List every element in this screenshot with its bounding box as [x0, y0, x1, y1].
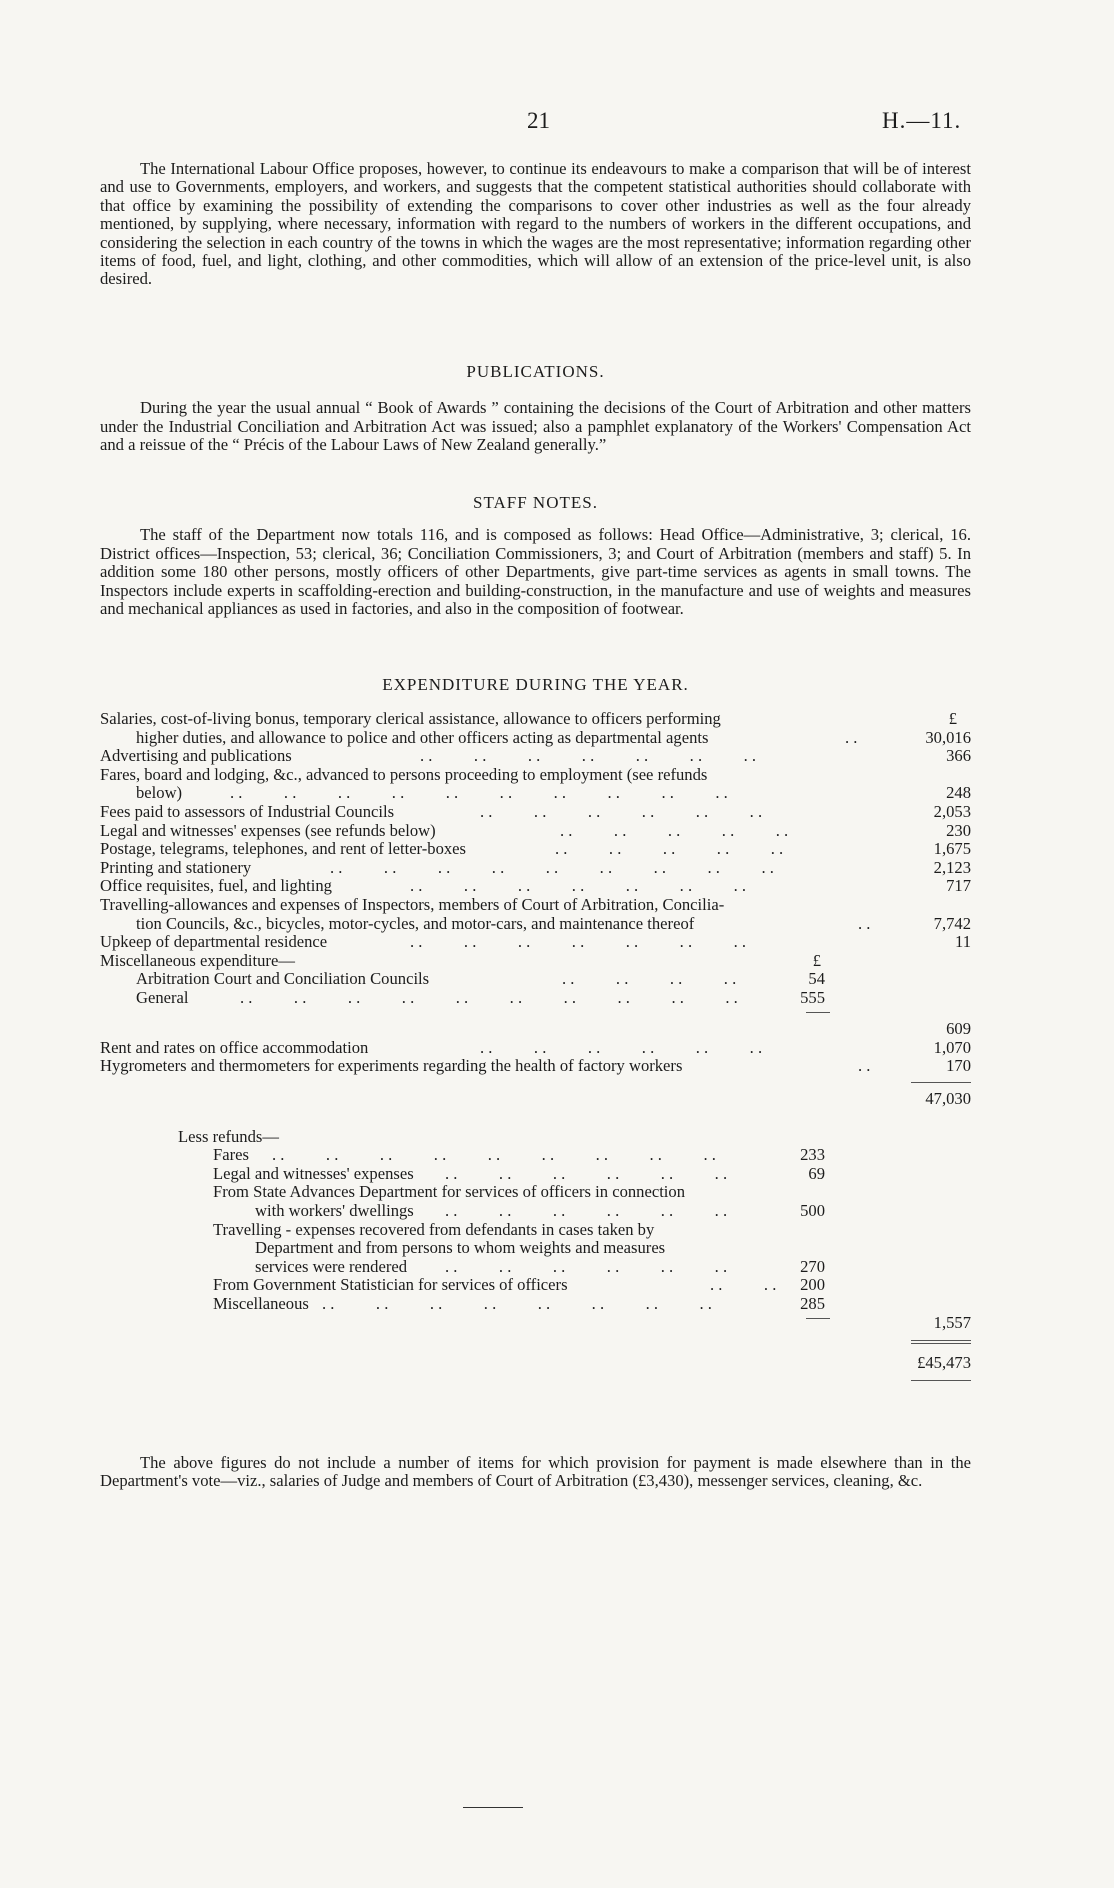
subtotal-rule — [806, 1318, 830, 1319]
gross-total: 47,030 — [925, 1089, 971, 1109]
item-label: Miscellaneous expenditure— — [100, 950, 295, 970]
staff-notes-heading: STAFF NOTES. — [473, 493, 598, 512]
subtotal-rule — [806, 1012, 830, 1013]
table-row: below) . . . . . . . . . . . . . . . . . . . . 248 — [136, 783, 971, 803]
table-row — [100, 1314, 971, 1333]
refunds-heading: Less refunds— — [178, 1126, 279, 1146]
table-row — [100, 1351, 971, 1370]
item-label: General — [136, 987, 189, 1007]
expenditure-heading-block — [100, 676, 971, 694]
total-rule — [911, 1380, 971, 1381]
table-row: Printing and stationery . . . . . . . . . . . . . . . . . . 2,123 — [100, 857, 971, 877]
item-amount: 2,123 — [933, 857, 971, 877]
table-row — [100, 1076, 971, 1095]
item-amount: 11 — [955, 932, 971, 952]
table-row: General . . . . . . . . . . . . . . . . . . . . 555 — [136, 987, 825, 1007]
item-label: with workers' dwellings — [255, 1201, 414, 1221]
publications-paragraph: During the year the usual annual “ Book of Awards ” containing the decisions of the Court of Arbitration and other matters under the Industrial Conciliation and Arbitration Act was issued; also a pamphlet explanatory of the Workers' Compensation Act and a reissue of the “ Précis of the Labour Laws of New Zealand generally.” — [100, 398, 971, 455]
publications-heading: PUBLICATIONS. — [466, 362, 605, 381]
net-total: £45,473 — [917, 1352, 971, 1372]
item-label: Rent and rates on office accommodation — [100, 1037, 369, 1057]
publications-section — [100, 363, 971, 455]
expenditure-table — [100, 710, 971, 1388]
item-label: Fares — [213, 1145, 249, 1165]
table-row: tion Councils, &c., bicycles, motor-cycles, and motor-cars, and maintenance thereof . . 7,742 — [136, 913, 971, 933]
intro-paragraph: The International Labour Office proposes, however, to continue its endeavours to make a comparison that will be of interest and use to Governments, employers, and workers, and suggests that the competent statistical authorities should collaborate with that office by examining the possibility of extending the comparisons to cover other industries as well as the four already mentioned, by supplying, where necessary, information with regard to the numbers of workers in the different occupations, and considering the selection in each country of the towns in which the wages are the most representative; information regarding other items of food, fuel, and light, clothing, and other commodities, which will allow of an extension of the price-level unit, is also desired. — [100, 159, 971, 289]
subtotal-amount: 609 — [946, 1019, 971, 1039]
item-amount: 30,016 — [925, 727, 971, 747]
staff-notes-section — [100, 494, 971, 618]
table-row: Arbitration Court and Conciliation Councils . . . . . . . . 54 — [136, 969, 825, 989]
item-label: Fees paid to assessors of Industrial Councils — [100, 801, 395, 821]
item-label: Miscellaneous — [213, 1294, 309, 1313]
table-row — [100, 952, 971, 971]
item-amount: 69 — [808, 1163, 825, 1183]
table-row — [100, 1008, 971, 1027]
intro-section — [100, 160, 971, 289]
item-amount: 270 — [800, 1256, 825, 1276]
total-rule — [911, 1343, 971, 1344]
item-amount: 233 — [800, 1145, 825, 1165]
table-row: Fees paid to assessors of Industrial Councils . . . . . . . . . . . . 2,053 — [100, 801, 971, 821]
item-label: Salaries, cost-of-living bonus, temporary clerical assistance, allowance to officers performing — [100, 709, 721, 728]
table-row: Fares . . . . . . . . . . . . . . . . . . 233 — [213, 1145, 825, 1165]
table-row: Rent and rates on office accommodation . . . . . . . . . . . . 1,070 — [100, 1037, 971, 1057]
document-reference: H.—11. — [882, 108, 962, 133]
item-label: tion Councils, &c., bicycles, motor-cycles, and motor-cars, and maintenance thereof — [136, 913, 695, 933]
item-amount: 2,053 — [933, 801, 971, 821]
table-row — [100, 1089, 971, 1113]
item-label: From Government Statistician for services of officers — [213, 1275, 568, 1295]
table-row: Advertising and publications . . . . . . . . . . . . . . 366 — [100, 746, 971, 766]
item-amount: 285 — [800, 1294, 825, 1313]
item-label: services were rendered — [255, 1256, 408, 1276]
item-label: Department and from persons to whom weights and measures — [255, 1238, 666, 1258]
item-label: Fares, board and lodging, &c., advanced to persons proceeding to employment (see refunds — [100, 764, 708, 784]
table-row: Miscellaneous . . . . . . . . . . . . . . . . 285 — [213, 1294, 825, 1313]
table-row: Upkeep of departmental residence . . . . . . . . . . . . . . 11 — [100, 932, 971, 952]
table-row — [100, 1332, 971, 1351]
item-amount: 366 — [946, 746, 971, 766]
item-label: Hygrometers and thermometers for experiments regarding the health of factory workers — [100, 1056, 683, 1076]
item-amount: 717 — [946, 876, 971, 896]
item-label: Legal and witnesses' expenses (see refunds below) — [100, 820, 436, 840]
footnote-section — [100, 1454, 971, 1491]
page-number: 21 — [527, 108, 550, 133]
table-row — [100, 896, 971, 915]
table-row: with workers' dwellings . . . . . . . . . . . . 500 — [255, 1201, 825, 1221]
end-rule — [463, 1807, 523, 1808]
expenditure-heading: EXPENDITURE DURING THE YEAR. — [382, 675, 689, 694]
total-rule — [911, 1340, 971, 1341]
item-label: Arbitration Court and Conciliation Councils — [136, 969, 430, 989]
item-label: Office requisites, fuel, and lighting — [100, 876, 332, 896]
item-label: Postage, telegrams, telephones, and rent of letter-boxes — [100, 839, 466, 859]
table-row: Postage, telegrams, telephones, and rent of letter-boxes . . . . . . . . . . 1,675 — [100, 839, 971, 859]
item-label: Travelling-allowances and expenses of Inspectors, members of Court of Arbitration, Concilia- — [100, 894, 725, 914]
table-row: Hygrometers and thermometers for experiments regarding the health of factory workers . . 170 — [100, 1056, 971, 1076]
table-row: From Government Statistician for services of officers . . . . 200 — [213, 1275, 825, 1295]
table-row — [100, 710, 971, 729]
item-amount: 230 — [946, 820, 971, 840]
table-row: higher duties, and allowance to police and other officers acting as departmental agents . . 30,016 — [136, 727, 971, 747]
item-label: Upkeep of departmental residence — [100, 932, 328, 952]
table-row — [100, 1221, 971, 1240]
table-row: services were rendered . . . . . . . . . . . . 270 — [255, 1256, 825, 1276]
table-row — [100, 1239, 971, 1258]
item-amount: 1,675 — [933, 839, 971, 859]
currency-symbol: £ — [948, 709, 957, 728]
item-amount: 54 — [808, 969, 825, 989]
table-row — [100, 1183, 971, 1202]
item-amount: 1,070 — [933, 1037, 971, 1057]
item-label: Printing and stationery — [100, 857, 252, 877]
item-label: Travelling - expenses recovered from defendants in cases taken by — [213, 1219, 655, 1239]
table-row: Office requisites, fuel, and lighting . . . . . . . . . . . . . . 717 — [100, 876, 971, 896]
item-label: Legal and witnesses' expenses — [213, 1163, 414, 1183]
table-row — [100, 1369, 971, 1388]
item-amount: 200 — [800, 1275, 825, 1295]
table-row — [100, 1128, 971, 1147]
item-label: below) — [136, 783, 183, 803]
table-row — [100, 766, 971, 785]
item-label: Advertising and publications — [100, 746, 292, 766]
item-label: From State Advances Department for services of officers in connection — [213, 1182, 686, 1202]
item-label: higher duties, and allowance to police and other officers acting as departmental agents — [136, 727, 709, 747]
table-row: Legal and witnesses' expenses (see refunds below) . . . . . . . . . . 230 — [100, 820, 971, 840]
table-row: Legal and witnesses' expenses . . . . . . . . . . . . 69 — [213, 1163, 825, 1183]
item-amount: 555 — [800, 987, 825, 1007]
total-rule — [911, 1082, 971, 1083]
staff-notes-paragraph: The staff of the Department now totals 116, and is composed as follows: Head Office—Administrative, 3; clerical, 16. District offices—Inspection, 53; clerical, 36; Conciliation Commissioners, 3; and Court of Arbitration (members and staff) 5. In addition some 180 other persons, mostly officers of other Departments, give part-time services as agents in small towns. The Inspectors include experts in scaffolding-erection and building-construction, in the manufacture and use of weights and measures and mechanical appliances as used in factories, and also in the composition of footwear. — [100, 525, 971, 619]
refunds-total: 1,557 — [933, 1312, 971, 1332]
currency-symbol: £ — [812, 950, 821, 970]
item-amount: 248 — [946, 783, 971, 803]
item-amount: 7,742 — [933, 913, 971, 933]
item-amount: 170 — [946, 1056, 971, 1076]
footnote-paragraph: The above figures do not include a number of items for which provision for payment is made elsewhere than in the Department's vote—viz., salaries of Judge and members of Court of Arbitration (£3,430), messenger services, cleaning, &c. — [100, 1453, 971, 1491]
item-amount: 500 — [800, 1201, 825, 1221]
